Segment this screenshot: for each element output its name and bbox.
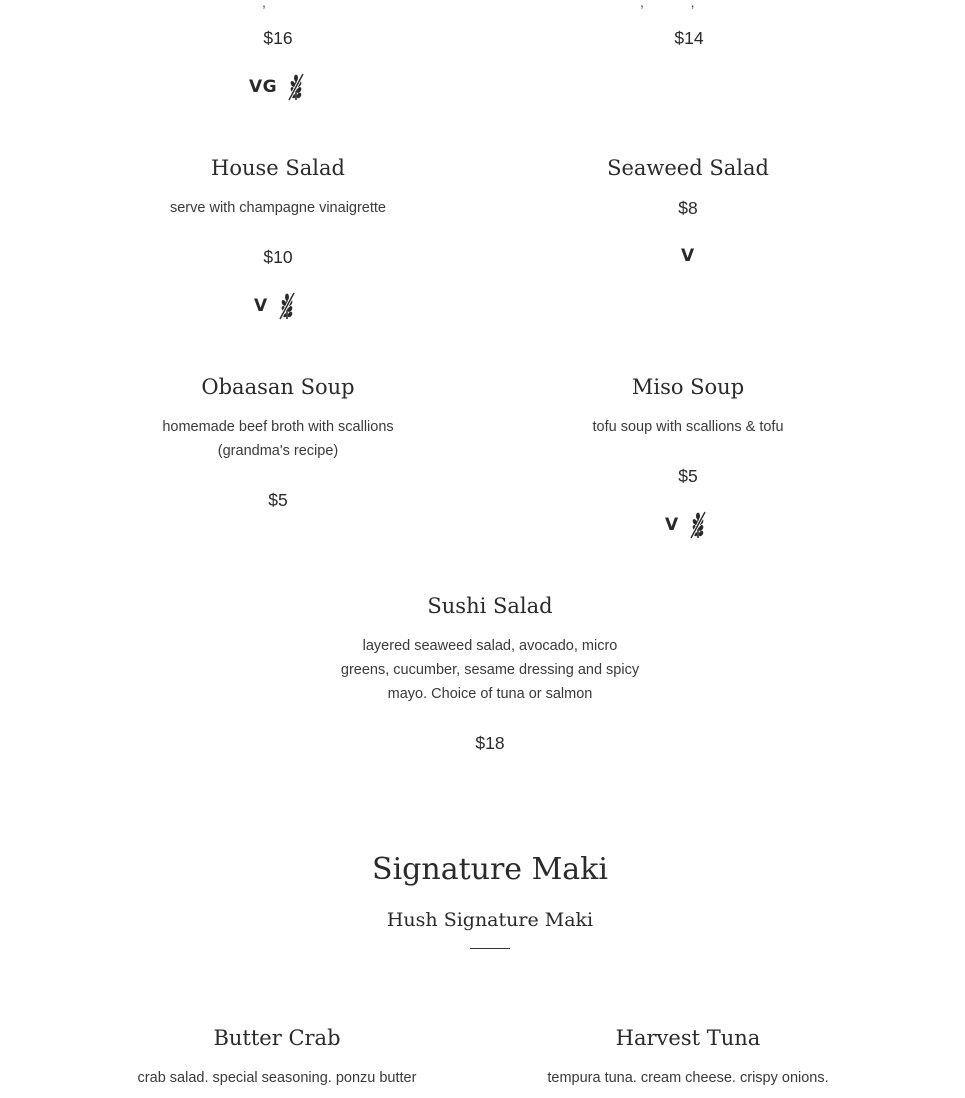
description-line: greens, cucumber, sesame dressing and spicy: [340, 662, 640, 678]
menu-item-description: tofu soup with scallions & tofu: [592, 419, 784, 435]
menu-item-description: [118, 415, 438, 463]
menu-item-price: $8: [678, 198, 698, 218]
section-subtitle: Hush Signature Maki: [386, 909, 594, 931]
vegetarian-icon: V: [665, 515, 679, 535]
menu-item-price: $10: [263, 247, 293, 267]
description-line: layered seaweed salad, avocado, micro: [362, 638, 618, 654]
section-title: Signature Maki: [372, 852, 608, 887]
vegan-icon: VG: [249, 77, 278, 97]
menu-item-title: Harvest Tuna: [615, 1026, 761, 1050]
gluten-free-icon: [278, 292, 296, 320]
gluten-free-icon: [287, 73, 305, 101]
gluten-free-icon: [689, 511, 707, 539]
menu-item-title: Obaasan Soup: [201, 375, 355, 399]
dietary-icons: [665, 511, 707, 539]
description-line: mayo. Choice of tuna or salmon: [387, 686, 593, 702]
menu-item-price: $16: [263, 28, 293, 48]
menu-item-title: Seaweed Salad: [607, 156, 769, 180]
menu-item-price: $5: [268, 490, 288, 510]
description-line: (grandma's recipe): [217, 443, 339, 459]
menu-item-title: Sushi Salad: [427, 594, 553, 618]
vegetarian-icon: V: [681, 246, 695, 266]
dietary-icons: [681, 246, 695, 266]
menu-item-price: $14: [674, 28, 704, 48]
cut-off-text-right: , ,: [640, 0, 695, 10]
menu-item-description: [320, 634, 660, 706]
menu-item-price: $18: [475, 733, 505, 753]
menu-item-price: $5: [678, 466, 698, 486]
cut-off-text-left: ,: [262, 0, 266, 10]
vegetarian-icon: V: [254, 296, 268, 316]
dietary-icons: [249, 73, 305, 101]
description-line: homemade beef broth with scallions: [162, 419, 394, 435]
menu-item-title: House Salad: [211, 156, 345, 180]
menu-item-title: Butter Crab: [213, 1026, 341, 1050]
dietary-icons: [254, 292, 296, 320]
menu-item-description: serve with champagne vinaigrette: [169, 200, 386, 216]
menu-item-description: crab salad. special seasoning. ponzu butter: [137, 1070, 417, 1086]
section-divider: [470, 948, 510, 949]
menu-item-description: tempura tuna. cream cheese. crispy onions.: [547, 1070, 829, 1086]
menu-item-title: Miso Soup: [631, 375, 745, 399]
